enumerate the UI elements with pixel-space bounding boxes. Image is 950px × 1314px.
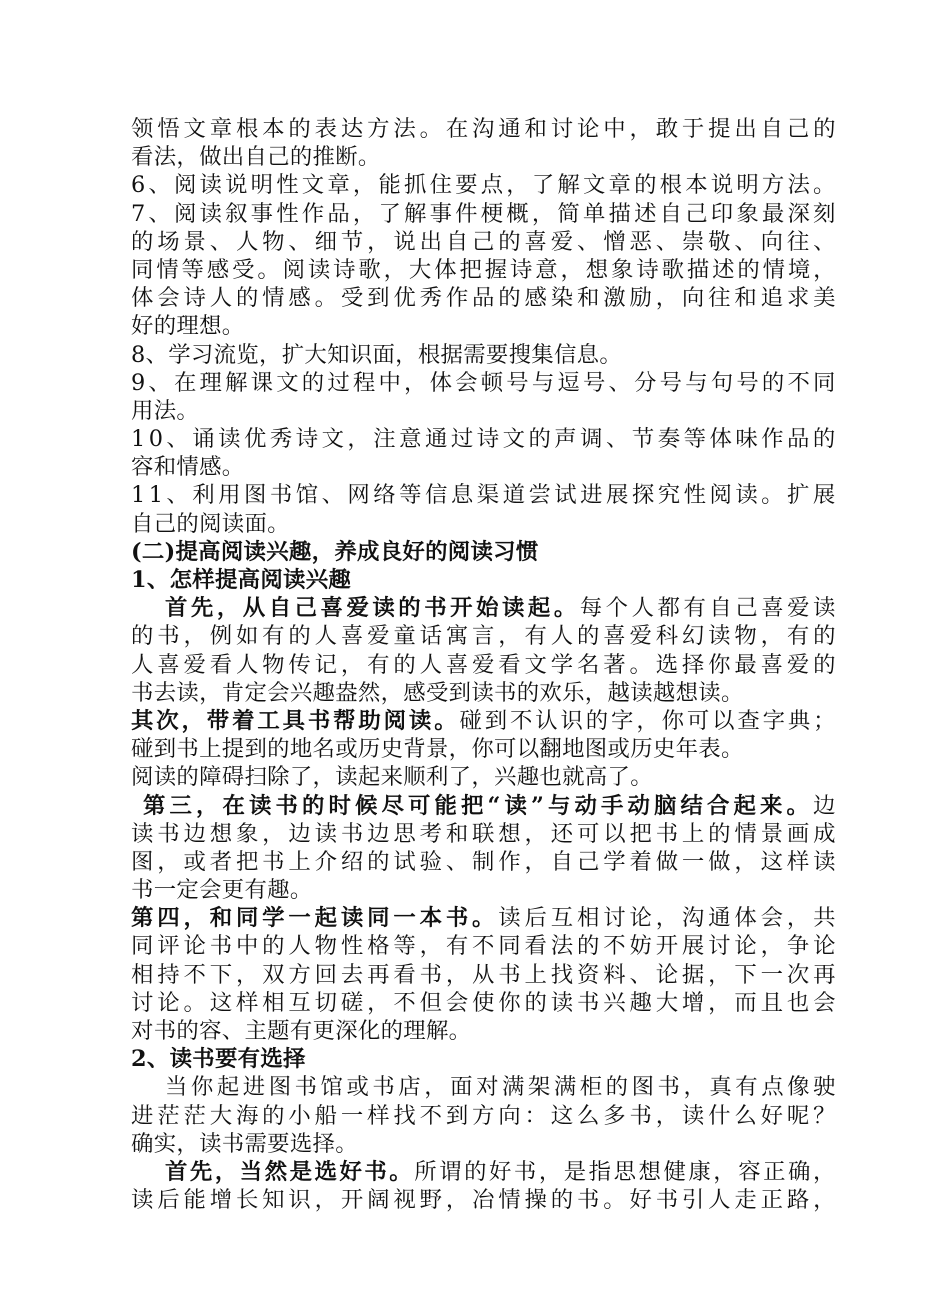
text-line <box>131 312 836 340</box>
text-line <box>131 397 836 425</box>
text-line: 读 后 能 增 长 知 识 ， 开 阔 视 野 ， 冶 情 操 的 书 。 好 书 引 人 走 正 路 ， <box>131 1187 836 1214</box>
text-line: 讨 论 。 这 样 相 互 切 磋 ， 不 但 会 使 你 的 读 书 兴 趣 大 增 ， 而 且 也 会 <box>131 989 836 1016</box>
text-line: 体 会 诗 人 的 情 感 。 受 到 优 秀 作 品 的 感 染 和 激 励 ， 向 往 和 追 求 美 <box>131 285 836 312</box>
text-line <box>131 1017 836 1045</box>
text-segment: 好的理想。 <box>131 313 245 340</box>
text-line <box>131 1130 836 1158</box>
text-line <box>131 566 836 594</box>
text-line: 7 、 阅 读 叙 事 性 作 品 ， 了 解 事 件 梗 概 ， 简 单 描 述 自 己 印 象 最 深 刻 <box>131 200 836 227</box>
text-line: 1 0 、 诵 读 优 秀 诗 文 ， 注 意 通 过 诗 文 的 声 调 、 节 奏 等 体 味 作 品 的 <box>131 426 836 453</box>
text-line: 的 场 景 、 人 物 、 细 节 ， 说 出 自 己 的 喜 爱 、 憎 恶 、 崇 敬 、 向 往 、 <box>131 228 836 255</box>
text-line <box>131 763 836 791</box>
text-segment: 用法。 <box>131 397 200 424</box>
text-line: 6 、 阅 读 说 明 性 文 章 ， 能 抓 住 要 点 ， 了 解 文 章 的 根 本 说 明 方 法 。 <box>131 172 836 199</box>
text-line: 相 持 不 下 ， 双 方 回 去 再 看 书 ， 从 书 上 找 资 料 、 论 据 ， 下 一 次 再 <box>131 961 836 988</box>
bold-text-segment: (二)提高阅读兴趣，养成良好的阅读习惯 <box>131 538 539 565</box>
text-line: 的 书 ， 例 如 有 的 人 喜 爱 童 话 寓 言 ， 有 人 的 喜 爱 科 幻 读 物 ， 有 的 <box>131 623 836 650</box>
text-segment: 容和情感。 <box>131 454 245 481</box>
text-segment: 看法，做出自己的推断。 <box>131 144 381 171</box>
text-line: 9 、 在 理 解 课 文 的 过 程 中 ， 体 会 顿 号 与 逗 号 、 分 号 与 句 号 的 不 同 <box>131 369 836 396</box>
text-segment: 书去读，肯定会兴趣盎然，感受到读书的欢乐，越读越想读。 <box>131 679 744 706</box>
document-body <box>131 115 836 1214</box>
text-line: 1 1 、 利 用 图 书 馆 、 网 络 等 信 息 渠 道 尝 试 进 展 探 究 性 阅 读 。 扩 展 <box>131 482 836 509</box>
bold-text-segment: 2、读书要有选择 <box>131 1046 306 1073</box>
text-line <box>131 143 836 171</box>
text-line: 第 三 ， 在 读 书 的 时 候 尽 可 能 把 “ 读 ” 与 动 手 动 脑 结 合 起 来 。 边 <box>143 792 836 819</box>
text-line <box>131 1045 836 1073</box>
text-line: 进 茫 茫 大 海 的 小 船 一 样 找 不 到 方 向 ： 这 么 多 书 ， 读 什 么 好 呢 ？ <box>131 1102 836 1129</box>
text-line <box>131 453 836 481</box>
text-line <box>131 876 836 904</box>
text-line: 图 ， 或 者 把 书 上 介 绍 的 试 验 、 制 作 ， 自 己 学 着 做 一 做 ， 这 样 读 <box>131 848 836 875</box>
text-line: 首 先 ， 从 自 己 喜 爱 读 的 书 开 始 读 起 。 每 个 人 都 有 自 己 喜 爱 读 <box>165 595 836 622</box>
text-segment: 8、学习流览，扩大知识面，根据需要搜集信息。 <box>131 341 623 368</box>
text-segment: 书一定会更有趣。 <box>131 877 313 904</box>
text-line <box>131 510 836 538</box>
text-segment: 阅读的障碍扫除了，读起来顺利了，兴趣也就高了。 <box>131 764 653 791</box>
text-line: 当 你 起 进 图 书 馆 或 书 店 ， 面 对 满 架 满 柜 的 图 书 ， 真 有 点 像 驶 <box>165 1074 836 1101</box>
text-line: 其 次 ， 带 着 工 具 书 帮 助 阅 读 。 碰 到 不 认 识 的 字 ， 你 可 以 查 字 典 ； <box>131 707 836 734</box>
text-line <box>131 679 836 707</box>
text-line: 人 喜 爱 看 人 物 传 记 ， 有 的 人 喜 爱 看 文 学 名 著 。 选 择 你 最 喜 爱 的 <box>131 651 836 678</box>
bold-text-segment: 1、怎样提高阅读兴趣 <box>131 567 352 593</box>
text-line: 领 悟 文 章 根 本 的 表 达 方 法 。 在 沟 通 和 讨 论 中 ， 敢 于 提 出 自 己 的 <box>131 116 836 142</box>
text-line: 同 评 论 书 中 的 人 物 性 格 等 ， 有 不 同 看 法 的 不 妨 开 展 讨 论 ， 争 论 <box>131 933 836 960</box>
text-line <box>131 538 836 566</box>
text-line: 首 先 ， 当 然 是 选 好 书 。 所 谓 的 好 书 ， 是 指 思 想 健 康 ， 容 正 确 ， <box>165 1158 836 1185</box>
text-line: 读 书 边 想 象 ， 边 读 书 边 思 考 和 联 想 ， 还 可 以 把 书 上 的 情 景 画 成 <box>131 820 836 847</box>
text-line <box>131 735 836 763</box>
text-line: 同 情 等 感 受 。 阅 读 诗 歌 ， 大 体 把 握 诗 意 ， 想 象 诗 歌 描 述 的 情 境 ， <box>131 256 836 283</box>
text-segment: 自己的阅读面。 <box>131 510 290 537</box>
text-segment: 确实，读书需要选择。 <box>131 1130 358 1157</box>
text-segment: 碰到书上提到的地名或历史背景，你可以翻地图或历史年表。 <box>131 736 744 763</box>
text-line <box>131 341 836 369</box>
text-segment: 对书的容、主题有更深化的理解。 <box>131 1018 472 1044</box>
text-line: 第 四 ， 和 同 学 一 起 读 同 一 本 书 。 读 后 互 相 讨 论 ， 沟 通 体 会 ， 共 <box>131 905 836 932</box>
